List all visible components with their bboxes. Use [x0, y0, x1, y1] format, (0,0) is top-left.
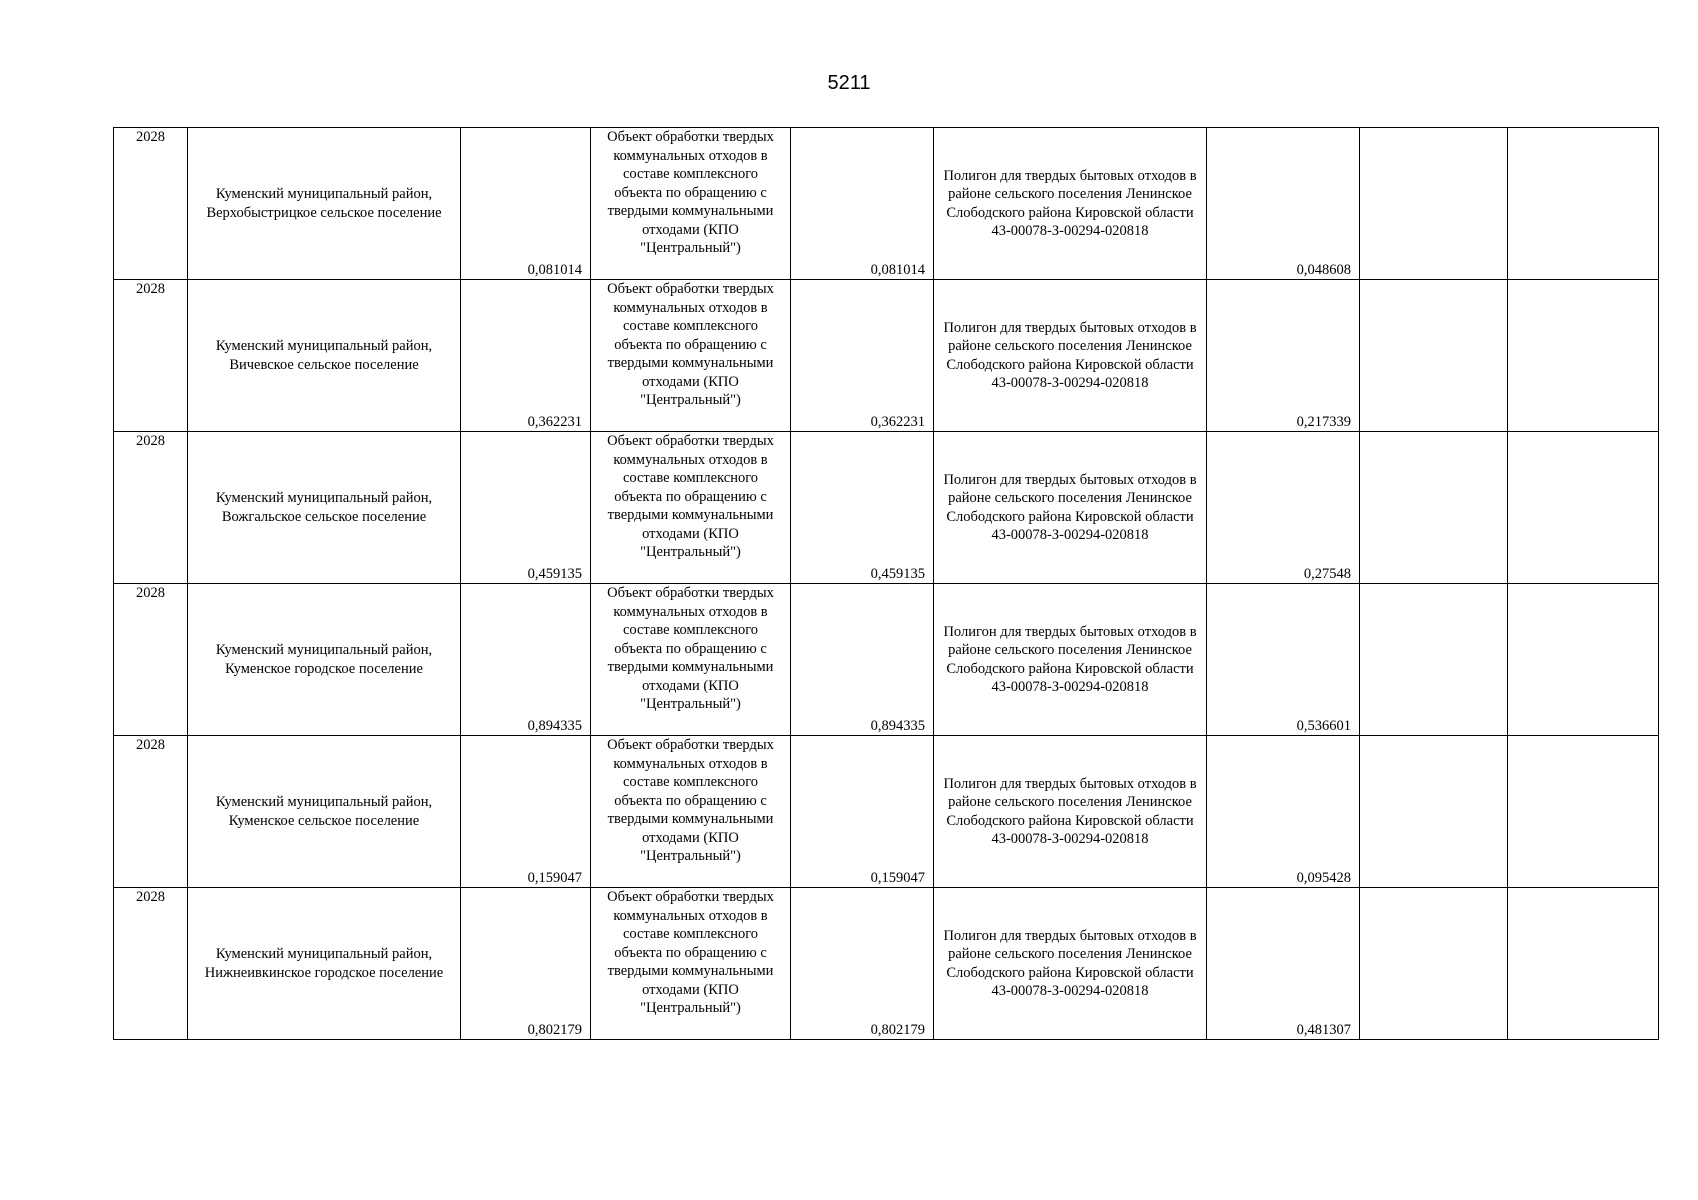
- processing-object-cell: Объект обработки твердых коммунальных отходов в составе комплексного объекта по обращению с твердыми коммунальными отходами (КПО "Центральный"): [591, 584, 791, 736]
- volume-processed-cell: 0,894335: [791, 584, 934, 736]
- waste-flow-table: [113, 127, 1659, 1040]
- empty-cell: [1508, 584, 1659, 736]
- volume-disposed-cell: 0,27548: [1207, 432, 1360, 584]
- disposal-object-cell: Полигон для твердых бытовых отходов в районе сельского поселения Ленинское Слободского района Кировской области 43-00078-З-00294-020818: [934, 736, 1207, 888]
- table-row: [114, 888, 1659, 1040]
- territory-cell: Куменский муниципальный район, Вожгальское сельское поселение: [188, 432, 461, 584]
- empty-cell: [1508, 432, 1659, 584]
- empty-cell: [1360, 736, 1508, 888]
- volume-processed-cell: 0,802179: [791, 888, 934, 1040]
- year-cell: 2028: [114, 736, 188, 888]
- processing-object-cell: Объект обработки твердых коммунальных отходов в составе комплексного объекта по обращению с твердыми коммунальными отходами (КПО "Центральный"): [591, 432, 791, 584]
- empty-cell: [1508, 128, 1659, 280]
- year-cell: 2028: [114, 280, 188, 432]
- year-cell: 2028: [114, 432, 188, 584]
- disposal-object-cell: Полигон для твердых бытовых отходов в районе сельского поселения Ленинское Слободского района Кировской области 43-00078-З-00294-020818: [934, 584, 1207, 736]
- processing-object-cell: Объект обработки твердых коммунальных отходов в составе комплексного объекта по обращению с твердыми коммунальными отходами (КПО "Центральный"): [591, 888, 791, 1040]
- table-row: [114, 584, 1659, 736]
- processing-object-cell: Объект обработки твердых коммунальных отходов в составе комплексного объекта по обращению с твердыми коммунальными отходами (КПО "Центральный"): [591, 736, 791, 888]
- volume-generated-cell: 0,459135: [461, 432, 591, 584]
- empty-cell: [1508, 736, 1659, 888]
- disposal-object-cell: Полигон для твердых бытовых отходов в районе сельского поселения Ленинское Слободского района Кировской области 43-00078-З-00294-020818: [934, 888, 1207, 1040]
- volume-disposed-cell: 0,217339: [1207, 280, 1360, 432]
- volume-generated-cell: 0,802179: [461, 888, 591, 1040]
- table-row: [114, 280, 1659, 432]
- table-row: [114, 736, 1659, 888]
- territory-cell: Куменский муниципальный район, Куменское сельское поселение: [188, 736, 461, 888]
- empty-cell: [1360, 128, 1508, 280]
- page-number: 5211: [827, 72, 871, 94]
- empty-cell: [1360, 280, 1508, 432]
- territory-cell: Куменский муниципальный район, Верхобыстрицкое сельское поселение: [188, 128, 461, 280]
- volume-generated-cell: 0,159047: [461, 736, 591, 888]
- processing-object-cell: Объект обработки твердых коммунальных отходов в составе комплексного объекта по обращению с твердыми коммунальными отходами (КПО "Центральный"): [591, 280, 791, 432]
- volume-processed-cell: 0,081014: [791, 128, 934, 280]
- territory-cell: Куменский муниципальный район, Вичевское сельское поселение: [188, 280, 461, 432]
- table-row: [114, 432, 1659, 584]
- year-cell: 2028: [114, 128, 188, 280]
- table-row: [114, 128, 1659, 280]
- disposal-object-cell: Полигон для твердых бытовых отходов в районе сельского поселения Ленинское Слободского района Кировской области 43-00078-З-00294-020818: [934, 280, 1207, 432]
- year-cell: 2028: [114, 888, 188, 1040]
- processing-object-cell: Объект обработки твердых коммунальных отходов в составе комплексного объекта по обращению с твердыми коммунальными отходами (КПО "Центральный"): [591, 128, 791, 280]
- volume-processed-cell: 0,459135: [791, 432, 934, 584]
- volume-generated-cell: 0,081014: [461, 128, 591, 280]
- volume-disposed-cell: 0,481307: [1207, 888, 1360, 1040]
- empty-cell: [1360, 888, 1508, 1040]
- empty-cell: [1508, 888, 1659, 1040]
- disposal-object-cell: Полигон для твердых бытовых отходов в районе сельского поселения Ленинское Слободского района Кировской области 43-00078-З-00294-020818: [934, 432, 1207, 584]
- empty-cell: [1508, 280, 1659, 432]
- volume-disposed-cell: 0,095428: [1207, 736, 1360, 888]
- empty-cell: [1360, 584, 1508, 736]
- territory-cell: Куменский муниципальный район, Куменское городское поселение: [188, 584, 461, 736]
- year-cell: 2028: [114, 584, 188, 736]
- volume-generated-cell: 0,894335: [461, 584, 591, 736]
- volume-disposed-cell: 0,536601: [1207, 584, 1360, 736]
- volume-processed-cell: 0,159047: [791, 736, 934, 888]
- volume-disposed-cell: 0,048608: [1207, 128, 1360, 280]
- disposal-object-cell: Полигон для твердых бытовых отходов в районе сельского поселения Ленинское Слободского района Кировской области 43-00078-З-00294-020818: [934, 128, 1207, 280]
- territory-cell: Куменский муниципальный район, Нижнеивкинское городское поселение: [188, 888, 461, 1040]
- volume-processed-cell: 0,362231: [791, 280, 934, 432]
- empty-cell: [1360, 432, 1508, 584]
- volume-generated-cell: 0,362231: [461, 280, 591, 432]
